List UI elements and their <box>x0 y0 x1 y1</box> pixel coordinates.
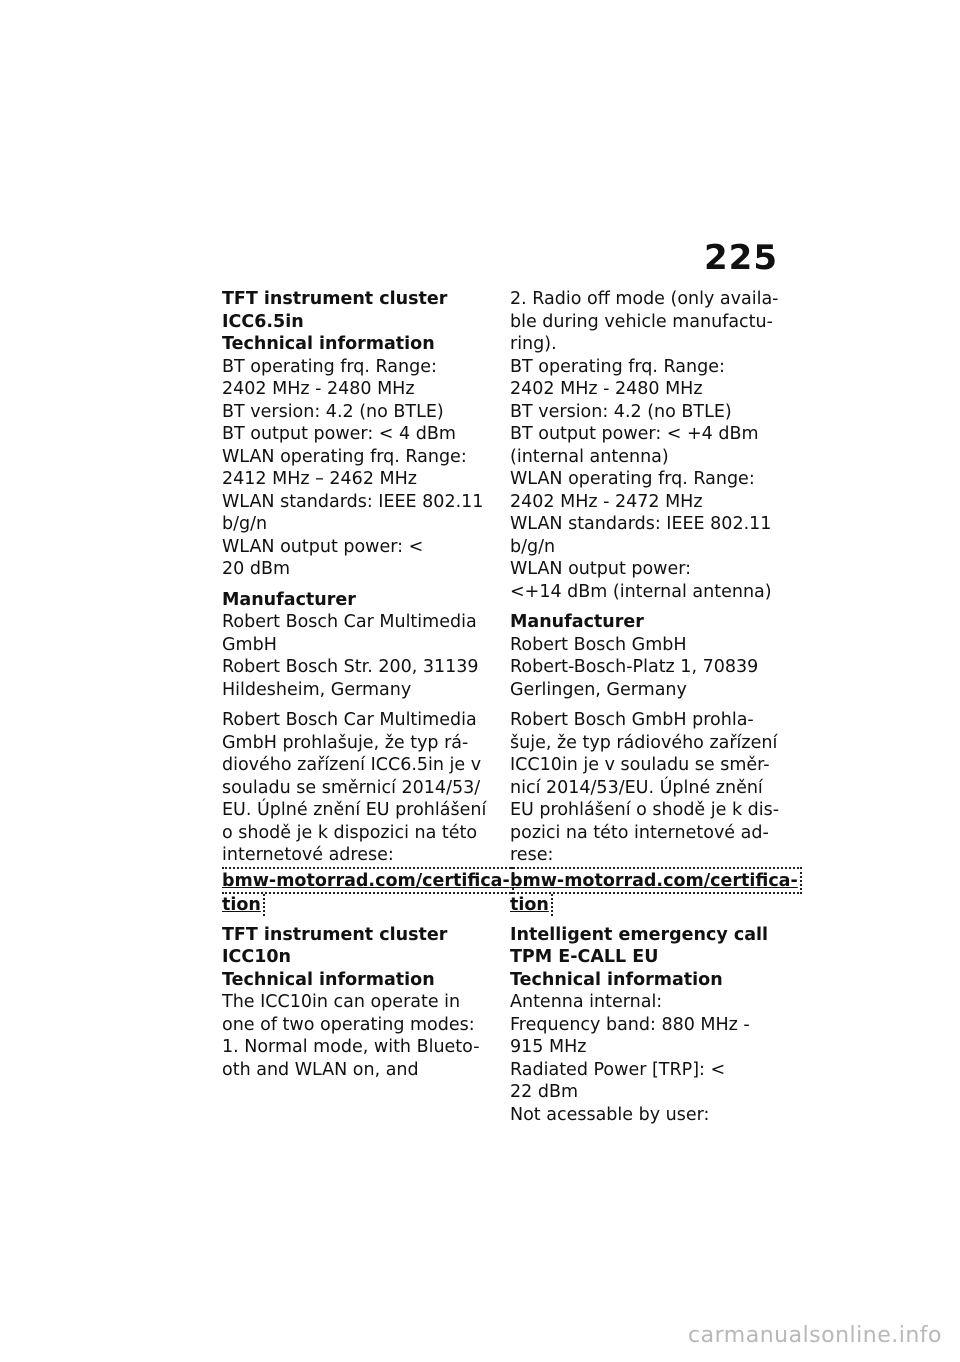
text-line: ICC10in je v souladu se směr- <box>510 755 770 775</box>
text-line: 2402 MHz - 2472 MHz <box>510 491 703 512</box>
text-line: BT output power: < +4 dBm <box>510 424 759 444</box>
text-line: b/g/n <box>222 514 268 534</box>
text-line: b/g/n <box>510 536 556 557</box>
text-line: EU. Úplné znění EU prohlášení <box>222 800 487 820</box>
text-line: šuje, že typ rádiového zařízení <box>510 732 778 753</box>
text-line: Gerlingen, Germany <box>510 679 687 700</box>
section-subtitle: Technical information <box>510 969 723 990</box>
section-title: Manufacturer <box>510 612 644 632</box>
certification-link-cont[interactable]: tion <box>510 894 553 916</box>
text-line: Robert Bosch GmbH <box>510 634 687 655</box>
section-title: TFT instrument cluster <box>222 924 448 945</box>
text-line: 22 dBm <box>510 1082 578 1102</box>
text-line: WLAN operating frq. Range: <box>222 446 467 467</box>
text-line: one of two operating modes: <box>222 1014 475 1035</box>
text-line: 2. Radio off mode (only availa- <box>510 289 779 309</box>
text-line: The ICC10in can operate in <box>222 992 461 1012</box>
text-line: EU prohlášení o shodě je k dis- <box>510 800 780 820</box>
text-line: nicí 2014/53/EU. Úplné znění <box>510 777 763 798</box>
text-line: BT version: 4.2 (no BTLE) <box>510 401 732 422</box>
text-line: Robert Bosch GmbH prohla- <box>510 710 754 730</box>
text-line: <+14 dBm (internal antenna) <box>510 581 772 602</box>
section-title: ICC10n <box>222 947 292 967</box>
text-line: WLAN standards: IEEE 802.11 <box>510 514 772 534</box>
text-line: WLAN operating frq. Range: <box>510 469 755 489</box>
section-title: Manufacturer <box>222 589 356 610</box>
text-line: WLAN standards: IEEE 802.11 <box>222 491 484 512</box>
text-line: GmbH prohlašuje, že typ rá- <box>222 732 469 753</box>
text-line: ble during vehicle manufactu- <box>510 311 773 332</box>
page-number: 225 <box>704 238 778 278</box>
text-line: Radiated Power [TRP]: < <box>510 1059 726 1080</box>
text-line: Robert-Bosch-Platz 1, 70839 <box>510 657 759 677</box>
watermark: carmanualsonline.info <box>688 1323 942 1348</box>
text-line: Not acessable by user: <box>510 1104 710 1125</box>
text-line: 1. Normal mode, with Blueto- <box>222 1037 480 1057</box>
text-line: BT operating frq. Range: <box>510 356 725 377</box>
text-line: Hildesheim, Germany <box>222 679 412 700</box>
text-line: o shodě je k dispozici na této <box>222 822 478 843</box>
text-line: ring). <box>510 334 557 354</box>
text-line: 2402 MHz - 2480 MHz <box>510 379 703 399</box>
text-line: Antenna internal: <box>510 992 663 1012</box>
section-subtitle: Technical information <box>222 334 435 354</box>
certification-link[interactable]: bmw-motorrad.com/certifica- <box>222 867 514 894</box>
section-title: Intelligent emergency call <box>510 924 769 945</box>
section-title: ICC6.5in <box>222 311 304 332</box>
text-line: (internal antenna) <box>510 446 669 467</box>
text-line: Robert Bosch Str. 200, 31139 <box>222 657 479 677</box>
text-line: internetové adrese: <box>222 845 394 865</box>
text-line: oth and WLAN on, and <box>222 1059 419 1080</box>
section-title: TFT instrument cluster <box>222 289 448 309</box>
text-line: diového zařízení ICC6.5in je v <box>222 755 482 775</box>
section-subtitle: Technical information <box>222 969 435 990</box>
right-column <box>510 288 798 1126</box>
text-line: 20 dBm <box>222 559 290 579</box>
certification-link[interactable]: bmw-motorrad.com/certifica- <box>510 867 802 894</box>
text-line: WLAN output power: <box>510 559 692 579</box>
text-line: BT operating frq. Range: <box>222 356 437 377</box>
section-title: TPM E-CALL EU <box>510 947 659 967</box>
text-line: rese: <box>510 845 554 865</box>
text-line: pozici na této internetové ad- <box>510 822 769 843</box>
text-line: 2402 MHz - 2480 MHz <box>222 379 415 399</box>
left-column <box>222 288 510 1081</box>
text-line: BT version: 4.2 (no BTLE) <box>222 401 444 422</box>
text-line: 2412 MHz – 2462 MHz <box>222 469 417 489</box>
text-line: Robert Bosch Car Multimedia <box>222 612 477 632</box>
certification-link-cont[interactable]: tion <box>222 894 265 916</box>
text-line: BT output power: < 4 dBm <box>222 424 456 444</box>
text-line: souladu se směrnicí 2014/53/ <box>222 777 481 798</box>
text-line: 915 MHz <box>510 1037 587 1057</box>
text-line: GmbH <box>222 634 277 655</box>
text-line: WLAN output power: < <box>222 536 424 557</box>
text-line: Frequency band: 880 MHz - <box>510 1014 750 1035</box>
text-line: Robert Bosch Car Multimedia <box>222 710 477 730</box>
